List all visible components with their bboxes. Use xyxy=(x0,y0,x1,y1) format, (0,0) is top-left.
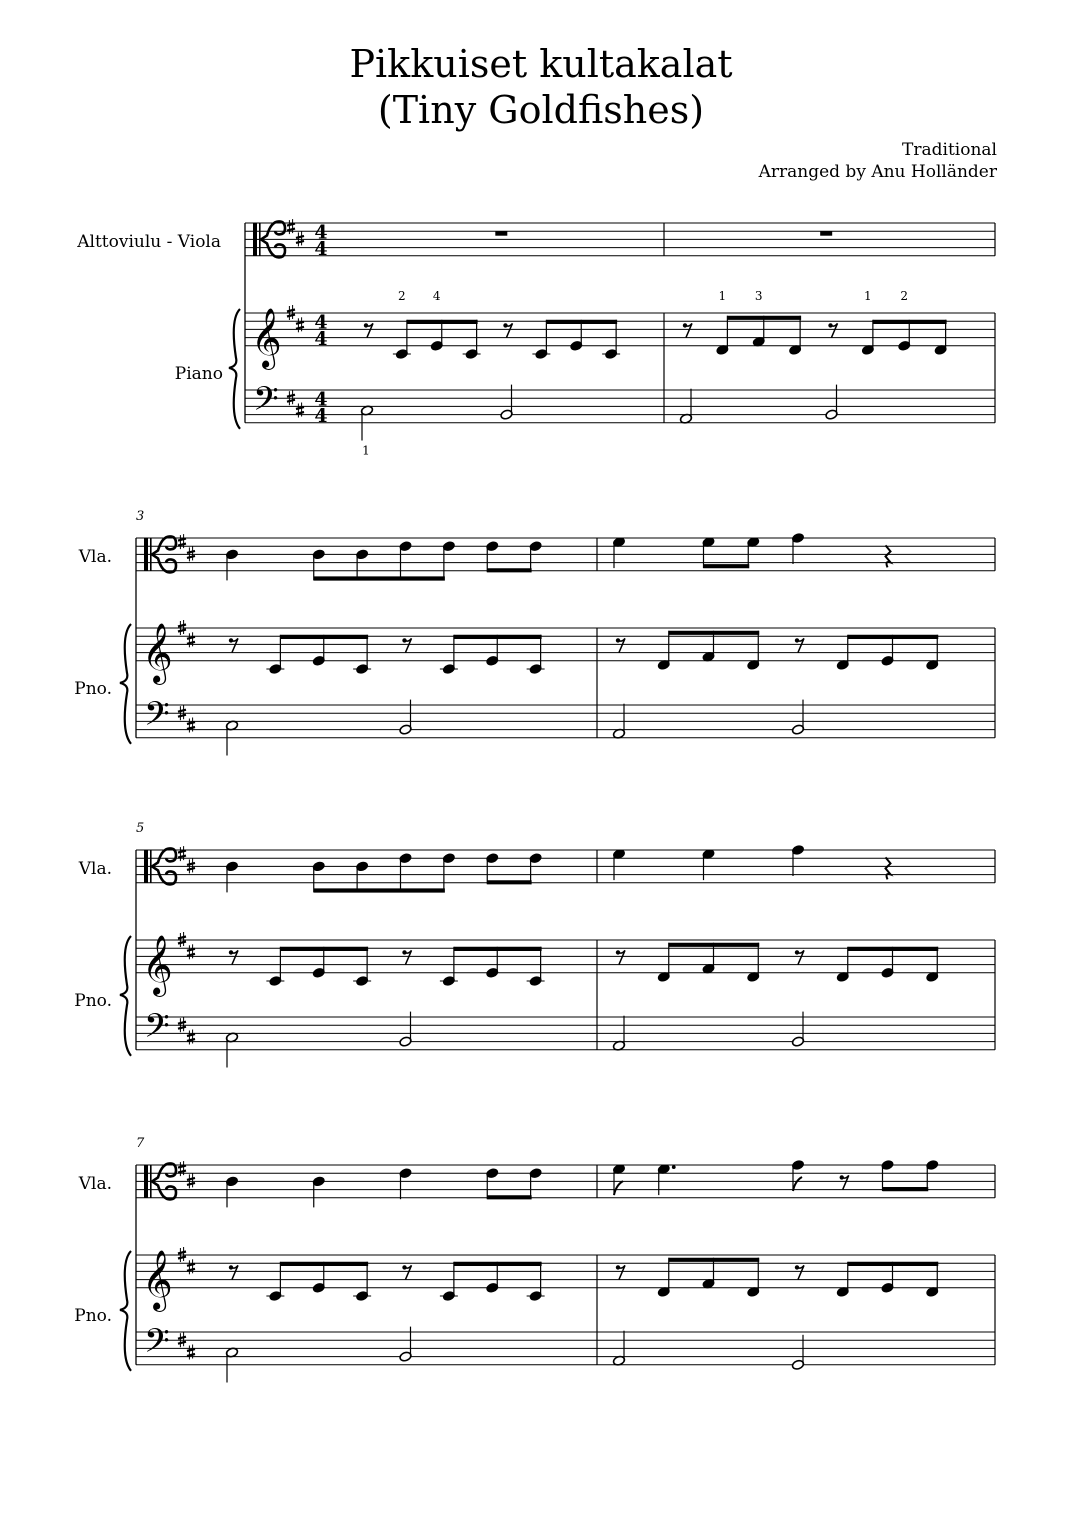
whole-rest xyxy=(495,231,507,236)
sharp-bar xyxy=(287,400,295,402)
sharp-bar xyxy=(178,1022,186,1024)
sharp-bar xyxy=(187,1178,195,1180)
fingering-number: 1 xyxy=(864,289,872,303)
system-4 xyxy=(74,1136,995,1383)
instrument-name-piano: Pno. xyxy=(74,991,112,1011)
alto-clef-curve xyxy=(152,1163,176,1181)
sharp-bar xyxy=(187,949,195,951)
beam xyxy=(848,635,939,639)
eighth-rest-dot xyxy=(364,323,368,327)
alto-clef-curve xyxy=(152,536,176,554)
beam xyxy=(883,1187,929,1191)
beam xyxy=(407,320,478,324)
eighth-rest-dot xyxy=(795,1265,799,1269)
instrument-name-piano: Pno. xyxy=(74,1306,112,1326)
beam xyxy=(280,1262,368,1266)
sharp-bar xyxy=(187,954,195,956)
piano-brace xyxy=(120,624,131,744)
sharp-bar xyxy=(296,322,304,324)
treble-clef: 𝄞 xyxy=(142,934,173,995)
time-signature-denominator: 4 xyxy=(314,404,328,427)
beam xyxy=(280,635,368,639)
piano-brace xyxy=(120,1251,131,1371)
time-signature-denominator: 4 xyxy=(314,237,328,260)
sharp-bar xyxy=(296,327,304,329)
beam xyxy=(487,1195,531,1199)
time-signature-numerator: 4 xyxy=(314,311,328,334)
sharp-bar xyxy=(178,544,186,546)
quarter-rest xyxy=(886,857,891,879)
sharp-bar xyxy=(287,310,295,312)
flag xyxy=(793,1177,802,1191)
beam xyxy=(487,880,531,884)
sharp-bar xyxy=(187,1349,195,1351)
system-2 xyxy=(74,509,995,756)
beam xyxy=(704,564,750,568)
fingering-number: 3 xyxy=(754,289,763,303)
system-3 xyxy=(74,821,995,1068)
arranger: Arranged by Anu Holländer xyxy=(758,162,997,182)
alto-clef-bar xyxy=(253,223,257,256)
sharp-bar xyxy=(187,868,195,870)
sharp-bar xyxy=(178,1171,186,1173)
alto-clef-curve xyxy=(261,239,285,257)
beam xyxy=(848,1262,939,1266)
sharp-bar xyxy=(178,1337,186,1339)
sharp-bar xyxy=(178,710,186,712)
time-signature-denominator: 4 xyxy=(314,327,328,350)
eighth-rest-dot xyxy=(229,638,233,642)
instrument-name-viola: Alttoviulu - Viola xyxy=(77,232,221,252)
sharp-bar xyxy=(187,642,195,644)
sharp-bar xyxy=(296,241,304,243)
alto-clef-bar xyxy=(144,850,148,883)
bass-clef: 𝄢 xyxy=(144,1322,170,1369)
sharp-bar xyxy=(187,1034,195,1036)
bass-clef: 𝄢 xyxy=(144,1007,170,1054)
fingering-number: 4 xyxy=(432,289,441,303)
eighth-rest-dot xyxy=(402,1265,406,1269)
measure-number: 5 xyxy=(136,821,145,836)
beam xyxy=(454,947,542,951)
sharp-bar xyxy=(178,715,186,717)
fingering-number: 1 xyxy=(362,443,370,458)
alto-clef-curve xyxy=(261,221,285,239)
sharp-bar xyxy=(187,1354,195,1356)
treble-clef: 𝄞 xyxy=(251,307,282,368)
time-signature-numerator: 4 xyxy=(314,221,328,244)
sharp-bar xyxy=(287,315,295,317)
treble-clef: 𝄞 xyxy=(142,1249,173,1310)
sharp-bar xyxy=(178,942,186,944)
eighth-rest-dot xyxy=(229,1265,233,1269)
sharp-bar xyxy=(187,1264,195,1266)
composer: Traditional xyxy=(902,140,997,160)
beam xyxy=(669,631,760,635)
fingering-number: 1 xyxy=(718,289,727,303)
bass-clef: 𝄢 xyxy=(253,380,279,427)
instrument-name-viola: Vla. xyxy=(78,1174,112,1194)
sharp-bar xyxy=(287,229,295,231)
instrument-name-piano: Piano xyxy=(174,364,223,384)
sharp-bar xyxy=(187,727,195,729)
beam xyxy=(727,316,801,320)
quarter-rest xyxy=(886,545,891,567)
score-systems xyxy=(74,219,995,1382)
system-1 xyxy=(76,219,995,457)
sharp-bar xyxy=(296,236,304,238)
sharp-bar xyxy=(187,1269,195,1271)
alto-clef-bar xyxy=(150,850,152,883)
sharp-bar xyxy=(187,551,195,553)
sharp-bar xyxy=(287,395,295,397)
alto-clef-curve xyxy=(152,866,176,884)
beam xyxy=(454,1262,542,1266)
sharp-bar xyxy=(178,630,186,632)
eighth-rest-dot xyxy=(229,950,233,954)
time-signature-numerator: 4 xyxy=(314,388,328,411)
sharp-bar xyxy=(178,851,186,853)
sharp-bar xyxy=(296,407,304,409)
sharp-bar xyxy=(187,1039,195,1041)
eighth-rest-dot xyxy=(683,323,687,327)
eighth-rest-dot xyxy=(795,950,799,954)
beam xyxy=(848,947,939,951)
alto-clef-bar xyxy=(144,538,148,571)
piano-brace xyxy=(229,309,240,429)
sharp-bar xyxy=(296,412,304,414)
sharp-bar xyxy=(178,856,186,858)
alto-clef-bar xyxy=(150,538,152,571)
sharp-bar xyxy=(178,539,186,541)
whole-rest xyxy=(820,231,832,236)
sharp-bar xyxy=(187,1183,195,1185)
alto-clef-curve xyxy=(152,1181,176,1199)
bass-clef: 𝄢 xyxy=(144,695,170,742)
sharp-bar xyxy=(187,722,195,724)
eighth-rest-dot xyxy=(402,950,406,954)
eighth-rest-dot xyxy=(402,638,406,642)
treble-clef: 𝄞 xyxy=(142,622,173,683)
alto-clef-curve xyxy=(152,848,176,866)
eighth-rest-dot xyxy=(840,1175,844,1179)
title-line-1: Pikkuiset kultakalat xyxy=(349,42,733,86)
fingering-number: 2 xyxy=(900,289,909,303)
augmentation-dot xyxy=(672,1165,676,1169)
sharp-bar xyxy=(287,224,295,226)
alto-clef-bar xyxy=(144,1165,148,1198)
beam xyxy=(487,568,531,572)
sharp-bar xyxy=(178,1342,186,1344)
eighth-rest-dot xyxy=(795,638,799,642)
measure-number: 7 xyxy=(136,1136,145,1151)
beam xyxy=(669,1258,760,1262)
beam xyxy=(280,947,368,951)
eighth-rest-dot xyxy=(616,1265,620,1269)
eighth-rest-dot xyxy=(503,323,507,327)
sharp-bar xyxy=(187,556,195,558)
sharp-bar xyxy=(178,1252,186,1254)
beam xyxy=(314,576,445,580)
alto-clef-curve xyxy=(152,554,176,572)
sharp-bar xyxy=(178,625,186,627)
alto-clef-bar xyxy=(150,1165,152,1198)
eighth-rest-dot xyxy=(616,638,620,642)
sharp-bar xyxy=(178,1166,186,1168)
instrument-name-viola: Vla. xyxy=(78,859,112,879)
sharp-bar xyxy=(187,863,195,865)
eighth-rest-dot xyxy=(616,950,620,954)
beam xyxy=(546,320,617,324)
sharp-bar xyxy=(178,1027,186,1029)
beam xyxy=(454,635,542,639)
fingering-number: 2 xyxy=(398,289,406,303)
flag xyxy=(614,1181,623,1195)
instrument-name-viola: Vla. xyxy=(78,547,112,567)
piano-brace xyxy=(120,936,131,1056)
beam xyxy=(873,320,947,324)
beam xyxy=(669,943,760,947)
instrument-name-piano: Pno. xyxy=(74,679,112,699)
sharp-bar xyxy=(187,637,195,639)
beam xyxy=(314,888,445,892)
sharp-bar xyxy=(178,937,186,939)
measure-number: 3 xyxy=(136,509,145,524)
alto-clef-bar xyxy=(259,223,261,256)
eighth-rest-dot xyxy=(828,323,832,327)
title-line-2: (Tiny Goldfishes) xyxy=(377,88,705,132)
sharp-bar xyxy=(178,1257,186,1259)
